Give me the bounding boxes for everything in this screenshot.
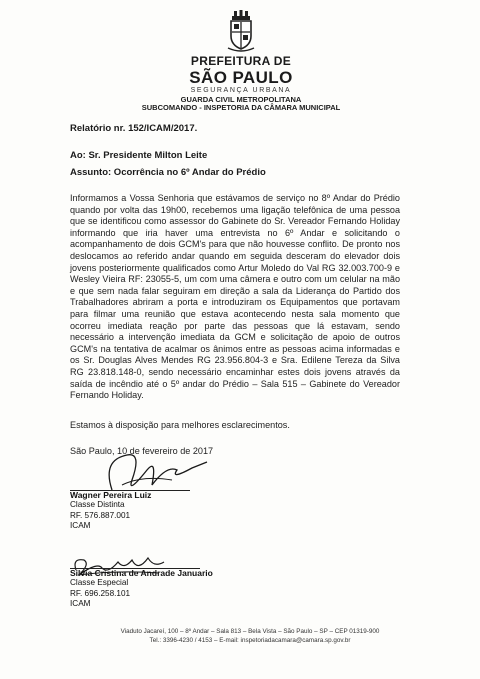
header-city: SÃO PAULO: [189, 68, 293, 87]
report-subject: Assunto: Ocorrência no 6º Andar do Prédio: [70, 167, 266, 178]
report-date: São Paulo, 10 de fevereiro de 2017: [70, 446, 214, 456]
header-guarda: GUARDA CIVIL METROPOLITANA: [180, 95, 302, 104]
signatory-name: Silvia Cristina de Andrade Januario: [70, 568, 213, 578]
report-recipient: Ao: Sr. Presidente Milton Leite: [70, 150, 208, 161]
header-subcomando: SUBCOMANDO - INSPETORIA DA CÂMARA MUNICIPAL: [141, 103, 341, 112]
signatory-unit: ICAM: [70, 521, 91, 531]
signatory-unit: ICAM: [70, 599, 91, 609]
signatory-name: Wagner Pereira Luiz: [70, 490, 152, 500]
header-secretaria: SEGURANÇA URBANA: [190, 87, 292, 94]
footer-contact: Tel.: 3396-4230 / 4153 – E-mail: inspetoriadacamara@camara.sp.gov.br: [149, 637, 351, 644]
signatory-rf: RF. 696.258.101: [70, 588, 131, 598]
closing-line: Estamos à disposição para melhores esclarecimentos.: [70, 420, 290, 430]
footer-address: Viaduto Jacareí, 100 – 8º Andar – Sala 813 – Bela Vista – São Paulo – SP – CEP 01319-900: [120, 628, 380, 635]
signatory-rank: Classe Especial: [70, 578, 129, 588]
header-prefeitura: PREFEITURA DE: [190, 54, 292, 68]
coat-of-arms-icon: [226, 10, 256, 54]
signatory-rank: Classe Distinta: [70, 500, 125, 510]
signatory-rf: RF. 576.887.001: [70, 510, 131, 520]
signatory-block: [70, 568, 213, 610]
report-number: Relatório nr. 152/ICAM/2017.: [70, 123, 198, 134]
report-body: Informamos a Vossa Senhoria que estávamos de serviço no 8º Andar do Prédio quando por volta das 19h00, recebemos uma ligação telefônica de uma pessoa que se identificou como assessor do Gabinete do Sr. Vereador Fernando Holiday informando que iria haver uma entrevista no 6º Andar e solicitando o acompanhamento de dois GCM's para que não houvesse conflito. De pronto nos deslocamos ao referido andar quando em seguida desceram do elevador dois jovens posteriormente qualificados como Artur Moledo do Val RG 32.003.700-9 e Wesley Vieira RF: 23055-5, um com uma câmera e outro com um celular na mão e que sem nada falar seguiram em direção a sala da Liderança do Partido dos Trabalhadores abriram a porta e introduziram os Equipamentos que portavam para filmar uma reunião que estava acontecendo nesta sala momento que ocorreu imediata reação por parte das pessoas que lá estavam, sendo necessário a intervenção imediata da GCM e solicitação de apoio de outros GCM's na tentativa de acalmar os ânimos entre as pessoas acima informadas e os Sr. Douglas Alves Mendes RG 23.956.804-3 e Sra. Edilene Tereza da Silva RG 23.818.148-0, sendo necessário encaminhar estes dois jovens através da saída de incêndio até o 5º andar do Prédio – Sala 515 – Gabinete do Vereador Fernando Holiday.: [70, 193, 400, 401]
signatory-block: [70, 490, 151, 532]
